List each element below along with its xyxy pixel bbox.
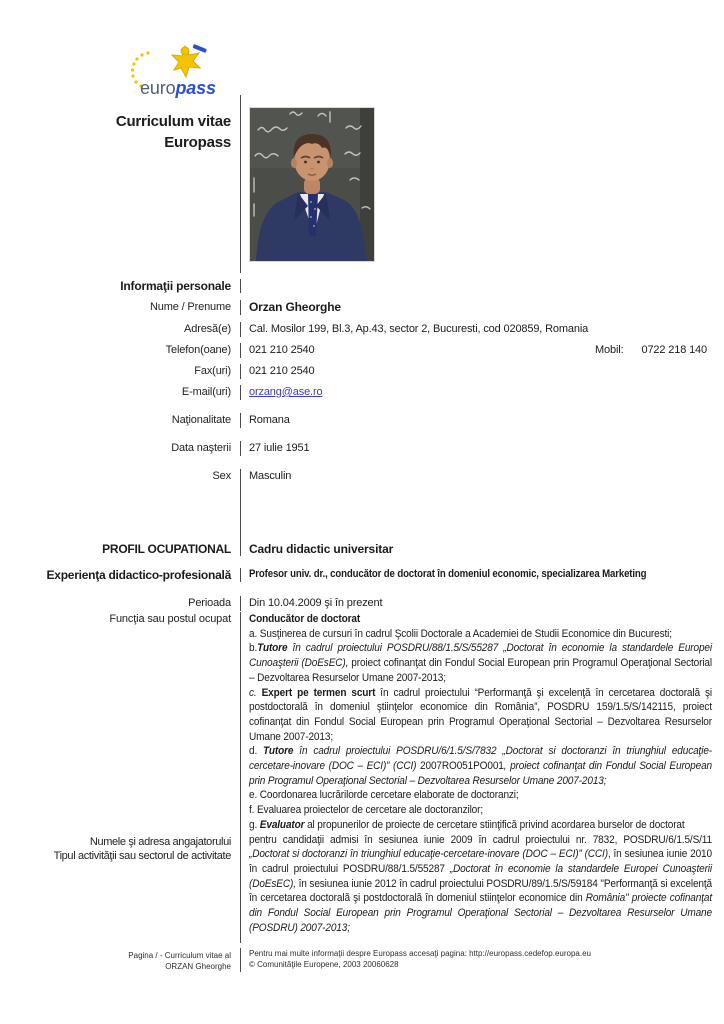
- label-spacer: [0, 627, 231, 835]
- email-label: E-mail(uri): [181, 386, 231, 398]
- address-label: Adresă(e): [184, 323, 231, 335]
- logo-wordmark: europass: [140, 78, 216, 98]
- profile-section-row: [0, 542, 724, 556]
- nationality-value: Romana: [240, 413, 724, 428]
- footer-copyright: © Comunităţile Europene, 2003 20060628: [249, 960, 399, 969]
- experience-label: Experienţa didactico-profesională: [46, 568, 231, 582]
- nationality-label: Naţionalitate: [171, 414, 231, 426]
- address-value: Cal. Mosilor 199, Bl.3, Ap.43, sector 2, Bucuresti, cod 020859, Romania: [240, 322, 724, 337]
- period-label: Perioada: [188, 597, 231, 609]
- phone-label: Telefon(oane): [165, 344, 231, 356]
- body-paragraph: e. Coordonarea lucrărilorde cercetare elaborate de doctoranzi;: [249, 789, 519, 802]
- page-title: [0, 95, 240, 273]
- period-value: Din 10.04.2009 şi în prezent: [240, 596, 724, 611]
- phone-row: [0, 337, 724, 358]
- phone-value: 021 210 2540: [249, 344, 315, 356]
- mobile-value: 0722 218 140: [641, 344, 707, 356]
- birthdate-label: Data naşterii: [171, 442, 231, 454]
- email-row: [0, 379, 724, 400]
- body-paragraph: f. Evaluarea proiectelor de cercetare ale doctoranzilor;: [249, 804, 484, 817]
- fax-label: Fax(uri): [194, 365, 231, 377]
- body-paragraph: d. Tutore în cadrul proiectului POSDRU/6/1.5/S/7832 „Doctorat si doctoranzi în triunghiul educaţie-cercetare-inovare (DOC – ECI)” (CCI) 2007RO051PO001, proiect cofinanţat din Fondul Social European prin Programul Operaţional Sectorial – Dezvoltarea Resurselor Umane 2007-2013;: [249, 745, 712, 787]
- title-row: [0, 95, 724, 273]
- portrait-photo: [249, 107, 375, 262]
- birthdate-value: 27 iulie 1951: [240, 441, 724, 456]
- fax-row: [0, 358, 724, 379]
- name-row: [0, 293, 724, 315]
- role-paragraphs: [249, 612, 712, 935]
- body-tail-spacer: [0, 935, 724, 943]
- email-link[interactable]: orzang@ase.ro: [249, 386, 323, 398]
- profile-section-label: PROFIL OCUPATIONAL: [102, 542, 231, 556]
- employer-label: Numele şi adresa angajatorului: [89, 836, 231, 848]
- fax-value: 021 210 2540: [240, 364, 724, 379]
- logo-star-figure: [172, 44, 207, 77]
- cv-body: [0, 95, 724, 943]
- experience-value: Profesor univ. dr., conducător de doctorat în domeniul economic, specializarea Marketing: [249, 568, 647, 580]
- body-paragraph: g. Evaluator al propunerilor de proiecte de cercetare stiinţifică privind acordarea burselor de doctorat: [249, 818, 685, 831]
- birthdate-row: [0, 428, 724, 456]
- page-title-line2: Europass: [164, 134, 231, 151]
- page-title-line1: Curriculum vitae: [115, 113, 231, 130]
- body-paragraph: a. Susţinerea de cursuri în cadrul Şcolii Doctorale a Academiei de Studii Economice din Bucuresti;: [249, 627, 672, 640]
- photo-cell: [240, 95, 724, 273]
- portrait-photo-graphic: [250, 108, 374, 261]
- europass-logo-graphic: [122, 42, 252, 102]
- name-value: Orzan Gheorghe: [240, 300, 724, 315]
- sex-row: [0, 456, 724, 484]
- sex-label: Sex: [212, 470, 231, 482]
- sex-value: Masculin: [240, 469, 724, 484]
- role-heading: Conducător de doctorat: [249, 613, 361, 625]
- activity-label: Tipul activităţii sau sectorul de activitate: [53, 850, 231, 862]
- name-label: Nume / Prenume: [149, 301, 231, 313]
- page-footer: [0, 948, 724, 972]
- period-row: [0, 582, 724, 611]
- footer-info-line: Pentru mai multe informaţii despre Europass accesaţi pagina: http://europass.cedefop.europa.eu: [249, 949, 591, 958]
- personal-section-row: [0, 273, 724, 293]
- role-row: [0, 611, 724, 935]
- footer-page-label: Pagina / - Curriculum vitae al: [128, 951, 231, 960]
- europass-logo: [122, 42, 252, 102]
- experience-row: [0, 556, 724, 582]
- footer-name: ORZAN Gheorghe: [165, 962, 231, 971]
- nationality-row: [0, 400, 724, 428]
- role-label: Funcţia sau postul ocupat: [109, 613, 231, 625]
- body-paragraph: c. Expert pe termen scurt în cadrul proiectului “Performanţă şi excelenţă în cercetarea doctorală şi postdoctorală în domeniul ştiinţelor economice din România”, POSDRU 159/1.5/S/142115, proiect cofinanţat din Fondul Social European prin Programul Operaţional Sectorial – Dezvoltarea Resurselor Umane 2007-2013;: [249, 686, 712, 743]
- personal-section-title: Informaţii personale: [120, 279, 231, 293]
- body-paragraph: pentru candidaţii admisi în sesiunea iunie 2009 în cadrul proiectului nr. 7832, POSDRU/6/1.5/S/11 „Doctorat si doctoranzi în triunghiul educaţie-cercetare-inovare (DOC – ECI)” (CCI), în sesiunea iunie 2010 în cadrul proiectului POSDRU/88/1.5/55287 „Doctorat în economie la standardele Europei Cunoaşterii (DoEsEC), în sesiunea iunie 2012 în cadrul proiectului POSDRU/89/1.5/S/59184 "Performanţă si excelenţă în cercetarea doctorală şi postdoctorală în domeniul stiinţelor economice din România" proiecte cofinanţat din Fondul Social European prin Programul Operaţional Sectorial – Dezvoltarea Resurselor Umane (POSDRU) 2007-2013;: [249, 833, 712, 934]
- section-gap: [0, 484, 724, 542]
- body-paragraph: b.Tutore în cadrul proiectului POSDRU/88/1.5/S/55287 „Doctorat în economie la standardele Europei Cunoaşterii (DoEsEC), proiect cofinanţat din Fondul Social European prin Programul Operaţional Sectorial – Dezvoltarea Resurselor Umane 2007-2013;: [249, 642, 713, 684]
- profile-section-value: Cadru didactic universitar: [240, 542, 724, 556]
- mobile-label: Mobil:: [595, 344, 624, 356]
- address-row: [0, 315, 724, 337]
- logo-pen-icon: [193, 44, 207, 53]
